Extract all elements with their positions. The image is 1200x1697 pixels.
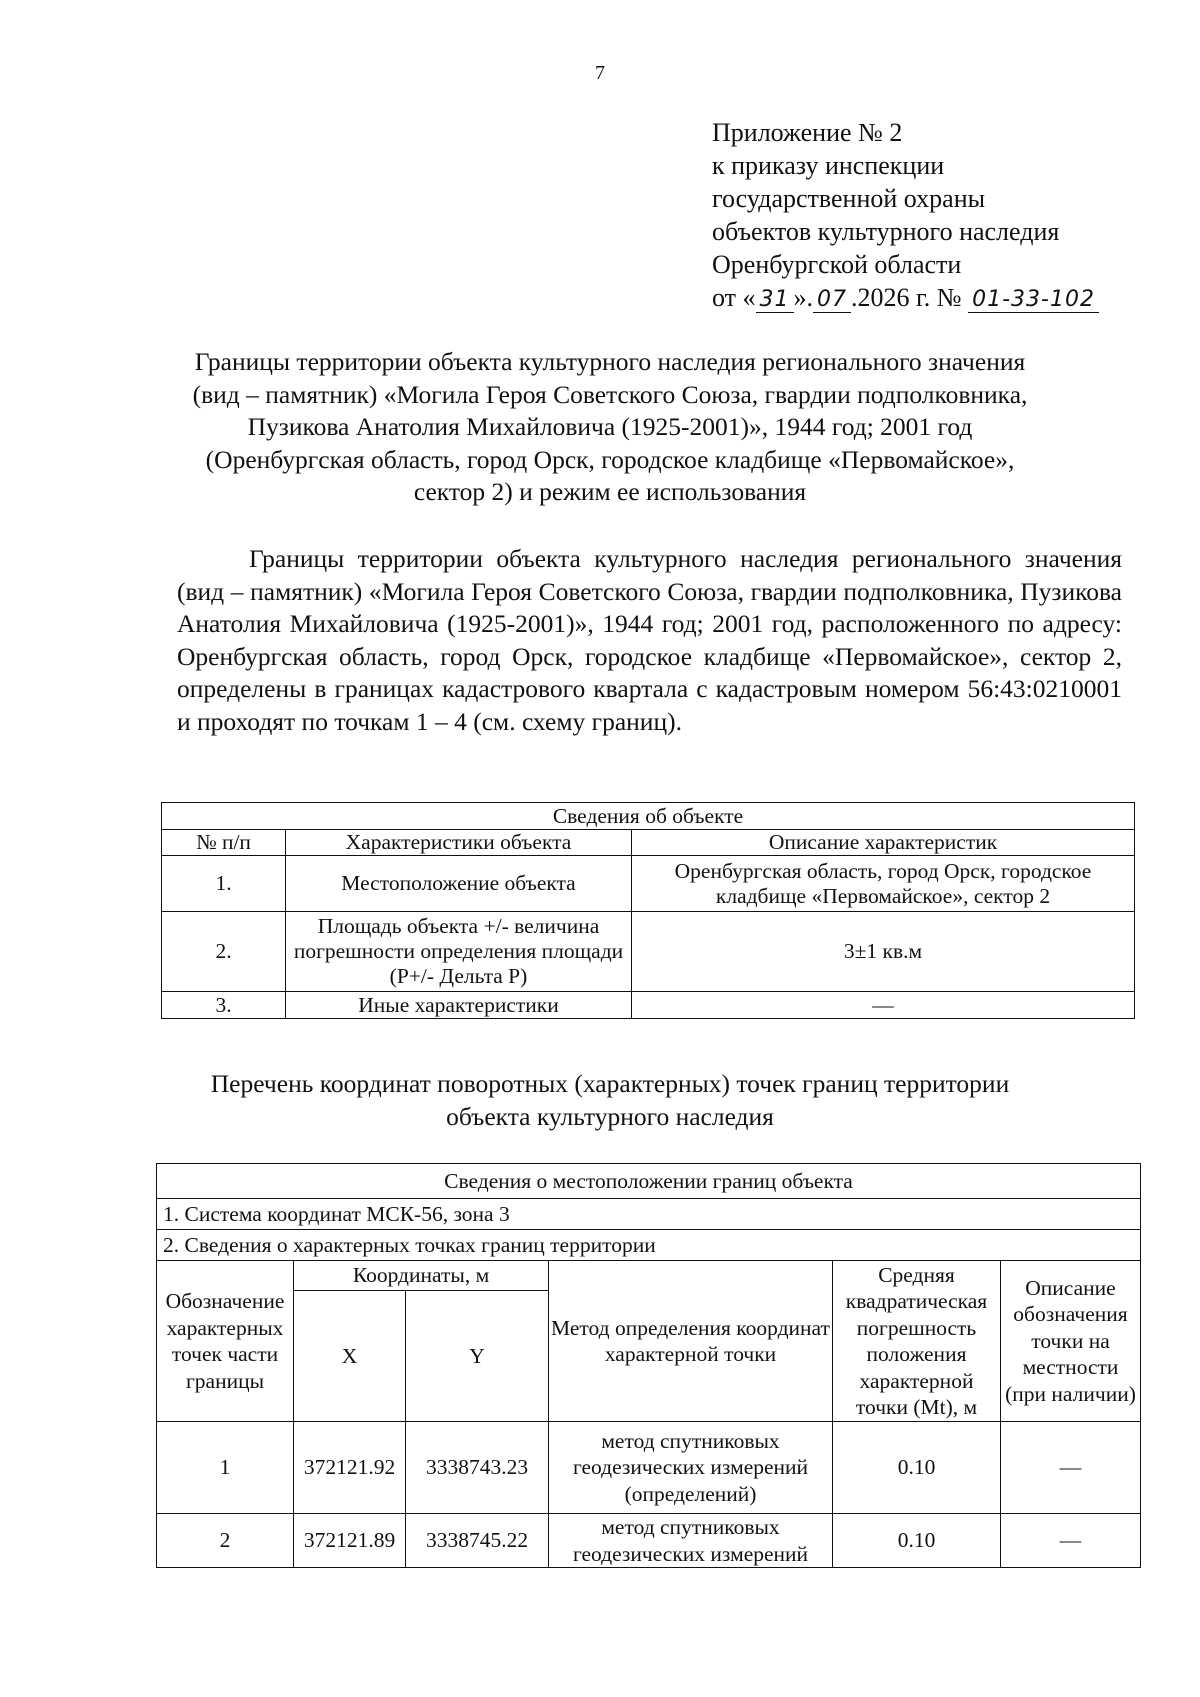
row-characteristic: Площадь объекта +/- величина погрешности определения площади (Р+/- Дельта Р) [286,912,632,992]
row-characteristic: Иные характеристики [286,992,632,1019]
header-coordinates: Координаты, м [294,1261,549,1291]
point-description: — [1001,1514,1141,1568]
title-line-4: (Оренбургская область, город Орск, городское кладбище «Первомайское», [205,444,1015,474]
body-paragraph: Границы территории объекта культурного наследия регионального значения (вид – памятник) «Могила Героя Советского Союза, гвардии подполковника, Пузикова Анатолия Михайловича (1925-2001)», 1944 год; 2001 год, расположенного по адресу: Оренбургская область, город Орск, городское кладбище «Первомайское», сектор 2, определены в границах кадастрового квартала с кадастровым номером 56:43:0210001 и проходят по точкам 1 – 4 (см. схему границ). [177,544,1122,736]
object-table-caption: Сведения об объекте [162,803,1135,830]
handwritten-month: 07 [813,288,851,313]
point-number: 1 [157,1422,294,1514]
coordinates-heading-line-2: объекта культурного наследия [446,1101,774,1131]
appendix-date-line [712,281,1099,314]
date-mid: ». [793,283,814,312]
handwritten-day: 31 [756,288,794,313]
coordinate-system: 1. Система координат МСК-56, зона 3 [157,1199,1141,1230]
table-row [157,1422,1141,1514]
header-description: Описание характеристик [632,830,1135,856]
header-number: № п/п [162,830,286,856]
point-error: 0.10 [833,1514,1001,1568]
appendix-line-4: объектов культурного наследия [712,217,1060,246]
point-number: 2 [157,1514,294,1568]
appendix-line-1: Приложение № 2 [712,118,903,147]
row-description: Оренбургская область, город Орск, городское кладбище «Первомайское», сектор 2 [632,856,1135,912]
points-section-title: 2. Сведения о характерных точках границ территории [157,1230,1141,1261]
coordinates-heading [150,1068,1070,1133]
point-x: 372121.89 [294,1514,406,1568]
header-x: X [294,1291,406,1422]
title-line-5: сектор 2) и режим ее использования [413,477,807,506]
title-line-2: (вид – памятник) «Могила Героя Советского Союза, гвардии подполковника, [192,379,1028,409]
title-line-1: Границы территории объекта культурного наследия регионального значения [194,347,1026,376]
coords-table-caption: Сведения о местоположении границ объекта [157,1164,1141,1199]
row-description: — [632,992,1135,1019]
point-x: 372121.92 [294,1422,406,1514]
title-line-3: Пузикова Анатолия Михайловича (1925-2001)», 1944 год; 2001 год [247,412,973,441]
row-number: 1. [162,856,286,912]
point-method: метод спутниковых геодезических измерений (определений) [549,1422,833,1514]
coordinates-table [156,1163,1141,1568]
row-number: 3. [162,992,286,1019]
handwritten-order-number: 01-33-102 [968,288,1099,313]
coordinates-heading-line-1: Перечень координат поворотных (характерных) точек границ территории [210,1069,1010,1098]
table-row [162,856,1135,912]
point-description: — [1001,1422,1141,1514]
point-error: 0.10 [833,1422,1001,1514]
object-info-table [161,802,1135,1019]
table-row [162,912,1135,992]
point-method: метод спутниковых геодезических измерений [549,1514,833,1568]
header-method: Метод определения координат характерной точки [549,1261,833,1422]
row-characteristic: Местоположение объекта [286,856,632,912]
page-number: 7 [595,62,605,84]
date-prefix: от « [712,283,756,312]
row-number: 2. [162,912,286,992]
header-y: Y [406,1291,549,1422]
table-row [157,1514,1141,1568]
header-designation: Обозначение характерных точек части границы [157,1261,294,1422]
header-characteristics: Характеристики объекта [286,830,632,856]
appendix-line-5: Оренбургской области [712,250,962,279]
date-year: .2026 г. № [851,283,962,312]
header-error: Средняя квадратическая погрешность положения характерной точки (Mt), м [833,1261,1001,1422]
header-point-description: Описание обозначения точки на местности (при наличии) [1001,1261,1141,1422]
document-title [150,346,1070,509]
appendix-line-2: к приказу инспекции [712,151,945,180]
point-y: 3338743.23 [406,1422,549,1514]
table-row [162,992,1135,1019]
appendix-line-3: государственной охраны [712,184,986,213]
appendix-block [712,116,1099,314]
point-y: 3338745.22 [406,1514,549,1568]
row-description: 3±1 кв.м [632,912,1135,992]
